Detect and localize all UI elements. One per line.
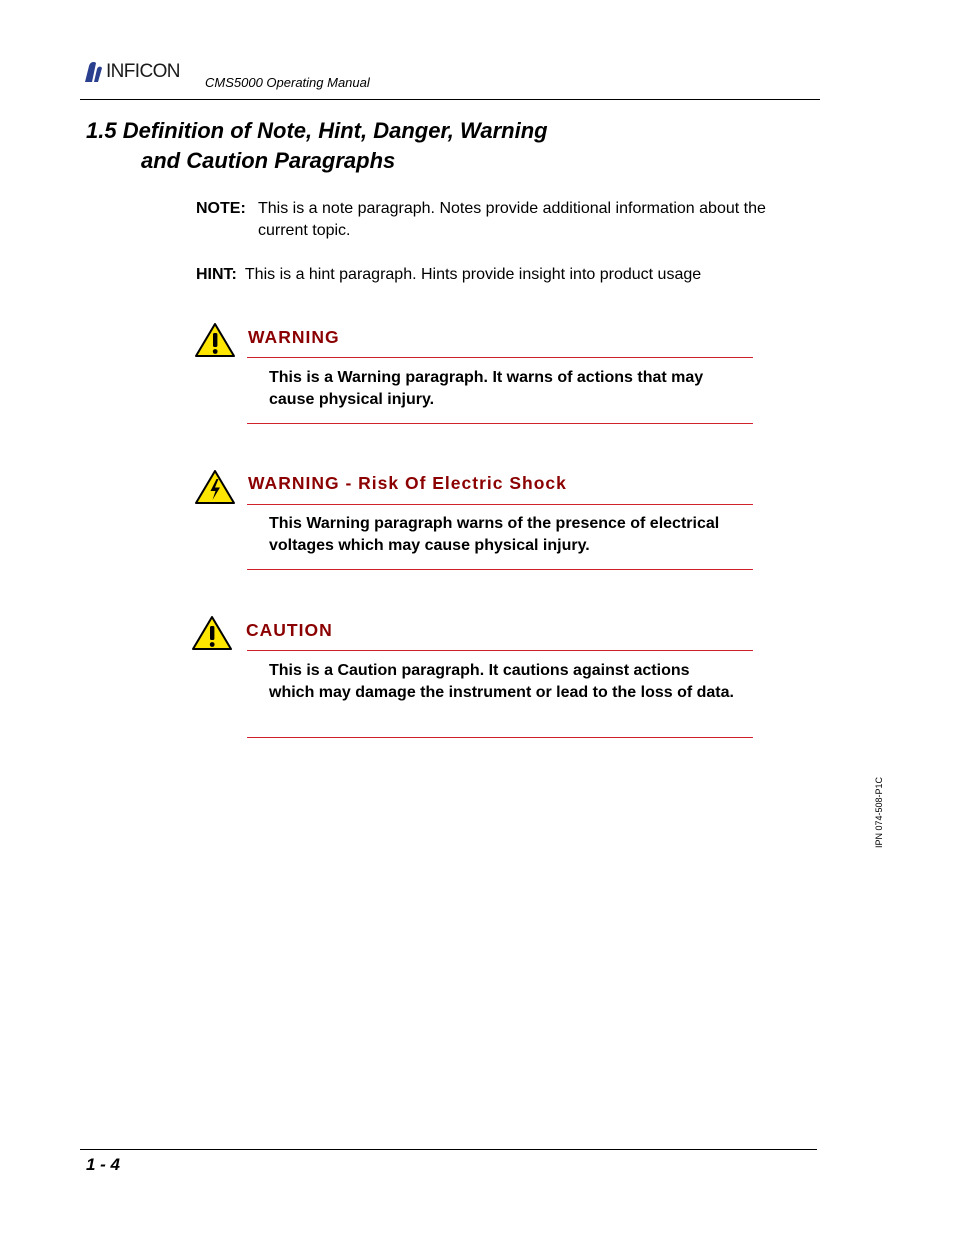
warning-text: This is a Warning paragraph. It warns of actions that may cause physical injury. <box>269 369 704 408</box>
inficon-logo <box>82 60 202 84</box>
note-text: This is a note paragraph. Notes provide additional information about the current topic. <box>258 200 766 239</box>
hint-paragraph <box>196 264 816 286</box>
caution-top-rule <box>247 650 753 651</box>
footer-divider <box>80 1149 817 1150</box>
electric-shock-top-rule <box>247 504 753 505</box>
hint-text: This is a hint paragraph. Hints provide insight into product usage <box>244 266 702 283</box>
note-paragraph <box>196 198 816 242</box>
caution-bottom-rule <box>247 737 753 738</box>
warning-top-rule <box>247 357 753 358</box>
section-heading-line2: and Caution Paragraphs <box>141 148 396 173</box>
header-divider <box>80 99 820 100</box>
electric-shock-icon <box>194 469 236 505</box>
section-heading-line1: 1.5 Definition of Note, Hint, Danger, Warning <box>86 118 548 143</box>
hint-label: HINT: <box>196 266 237 283</box>
section-heading <box>86 116 646 176</box>
manual-title: CMS5000 Operating Manual <box>205 75 370 90</box>
warning-title: WARNING <box>248 327 340 347</box>
note-label: NOTE: <box>196 200 246 217</box>
warning-bottom-rule <box>247 423 753 424</box>
caution-text: This is a Caution paragraph. It cautions against actions which may damage the instrument or lead to the loss of data. <box>269 662 734 701</box>
brand-name: INFICON <box>106 61 180 82</box>
caution-title: CAUTION <box>246 620 333 640</box>
warning-exclamation-icon <box>194 322 236 358</box>
electric-shock-bottom-rule <box>247 569 753 570</box>
document-part-number: IPN 074-508-P1C <box>874 776 884 848</box>
caution-exclamation-icon <box>191 615 233 651</box>
inficon-logo-mark-icon <box>82 60 106 84</box>
page-number: 1 - 4 <box>86 1155 121 1174</box>
electric-shock-warning-text: This Warning paragraph warns of the presence of electrical voltages which may cause physical injury. <box>269 515 720 554</box>
electric-shock-warning-title: WARNING - Risk Of Electric Shock <box>248 473 567 493</box>
